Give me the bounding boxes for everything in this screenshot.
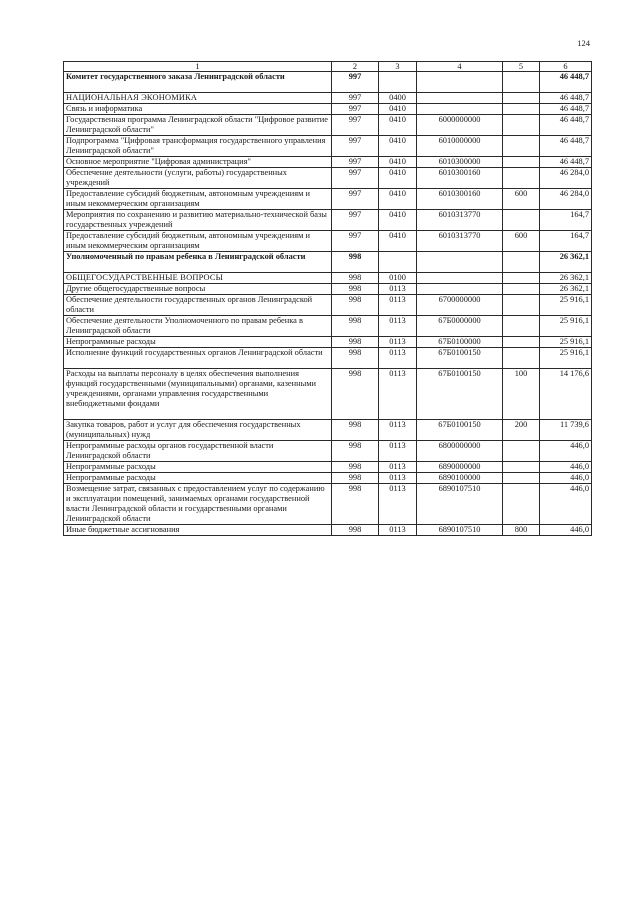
table-row xyxy=(64,473,592,484)
row-target-article-cell: 6010300160 xyxy=(417,168,503,189)
row-section-cell: 0113 xyxy=(379,316,417,337)
row-expense-type-cell: 600 xyxy=(503,231,540,252)
table-row xyxy=(64,210,592,231)
row-target-article-cell xyxy=(417,252,503,273)
row-section-cell: 0113 xyxy=(379,484,417,525)
header-cell-2: 2 xyxy=(332,62,379,72)
row-sum-cell: 446,0 xyxy=(540,473,592,484)
row-sum-cell: 46 448,7 xyxy=(540,115,592,136)
row-name-cell: Непрограммные расходы xyxy=(64,462,332,473)
row-target-article-cell: 6010300160 xyxy=(417,189,503,210)
row-expense-type-cell xyxy=(503,273,540,284)
row-target-article-cell: 6890107510 xyxy=(417,484,503,525)
row-ved-cell: 998 xyxy=(332,473,379,484)
row-name-cell: Другие общегосударственные вопросы xyxy=(64,284,332,295)
row-sum-cell: 164,7 xyxy=(540,210,592,231)
table-row xyxy=(64,525,592,536)
row-target-article-cell: 6010300000 xyxy=(417,157,503,168)
row-sum-cell: 446,0 xyxy=(540,441,592,462)
table-row xyxy=(64,484,592,525)
row-name-cell: Предоставление субсидий бюджетным, автономным учреждениям и иным некоммерческим организациям xyxy=(64,231,332,252)
row-ved-cell: 998 xyxy=(332,420,379,441)
table-row xyxy=(64,72,592,93)
row-section-cell: 0113 xyxy=(379,284,417,295)
row-target-article-cell: 6010313770 xyxy=(417,210,503,231)
row-name-cell: Обеспечение деятельности (услуги, работы) государственных учреждений xyxy=(64,168,332,189)
table-body xyxy=(64,72,592,536)
row-sum-cell: 446,0 xyxy=(540,462,592,473)
row-sum-cell: 26 362,1 xyxy=(540,252,592,273)
row-ved-cell: 997 xyxy=(332,210,379,231)
table-row xyxy=(64,189,592,210)
row-name-cell: Мероприятия по сохранению и развитию материально-технической базы государственных учреждений xyxy=(64,210,332,231)
row-sum-cell: 46 448,7 xyxy=(540,157,592,168)
row-target-article-cell: 6000000000 xyxy=(417,115,503,136)
row-section-cell: 0410 xyxy=(379,115,417,136)
row-expense-type-cell xyxy=(503,210,540,231)
row-expense-type-cell: 800 xyxy=(503,525,540,536)
row-name-cell: Расходы на выплаты персоналу в целях обеспечения выполнения функций государственными (муниципальными) органами, казенными учреждениями, органами управления государственными внебюджетными фондами xyxy=(64,369,332,420)
row-section-cell: 0113 xyxy=(379,441,417,462)
row-expense-type-cell xyxy=(503,295,540,316)
row-name-cell: Государственная программа Ленинградской области "Цифровое развитие Ленинградской области" xyxy=(64,115,332,136)
row-section-cell xyxy=(379,252,417,273)
table-row xyxy=(64,168,592,189)
row-sum-cell: 46 448,7 xyxy=(540,93,592,104)
row-ved-cell: 997 xyxy=(332,189,379,210)
row-sum-cell: 46 284,0 xyxy=(540,168,592,189)
page-number: 124 xyxy=(577,38,590,48)
row-sum-cell: 46 448,7 xyxy=(540,104,592,115)
row-sum-cell: 446,0 xyxy=(540,484,592,525)
budget-table xyxy=(63,61,592,536)
row-section-cell: 0113 xyxy=(379,473,417,484)
table-row xyxy=(64,93,592,104)
table-row xyxy=(64,157,592,168)
row-expense-type-cell xyxy=(503,115,540,136)
row-ved-cell: 997 xyxy=(332,157,379,168)
row-target-article-cell: 6700000000 xyxy=(417,295,503,316)
row-section-cell: 0113 xyxy=(379,295,417,316)
row-expense-type-cell: 600 xyxy=(503,189,540,210)
header-row xyxy=(64,62,592,72)
header-cell-1: 1 xyxy=(64,62,332,72)
table-row xyxy=(64,441,592,462)
row-expense-type-cell xyxy=(503,168,540,189)
header-cell-6: 6 xyxy=(540,62,592,72)
row-ved-cell: 998 xyxy=(332,316,379,337)
row-expense-type-cell xyxy=(503,473,540,484)
row-expense-type-cell xyxy=(503,348,540,369)
row-ved-cell: 998 xyxy=(332,348,379,369)
row-section-cell: 0400 xyxy=(379,93,417,104)
row-name-cell: Предоставление субсидий бюджетным, автономным учреждениям и иным некоммерческим организациям xyxy=(64,189,332,210)
row-section-cell: 0113 xyxy=(379,420,417,441)
row-expense-type-cell: 200 xyxy=(503,420,540,441)
row-sum-cell: 46 284,0 xyxy=(540,189,592,210)
row-sum-cell: 26 362,1 xyxy=(540,284,592,295)
table-row xyxy=(64,136,592,157)
row-target-article-cell: 6890107510 xyxy=(417,525,503,536)
table-row xyxy=(64,295,592,316)
row-ved-cell: 998 xyxy=(332,462,379,473)
row-ved-cell: 998 xyxy=(332,273,379,284)
row-sum-cell: 46 448,7 xyxy=(540,136,592,157)
row-expense-type-cell xyxy=(503,157,540,168)
row-name-cell: Обеспечение деятельности Уполномоченного по правам ребенка в Ленинградской области xyxy=(64,316,332,337)
row-target-article-cell xyxy=(417,72,503,93)
row-section-cell: 0113 xyxy=(379,462,417,473)
row-target-article-cell: 6800000000 xyxy=(417,441,503,462)
row-name-cell: Возмещение затрат, связанных с предоставлением услуг по содержанию и эксплуатации помещений, занимаемых органами государственной власти Ленинградской области и государственными органами Ленинградской области xyxy=(64,484,332,525)
table-row xyxy=(64,115,592,136)
row-target-article-cell: 67Б0100000 xyxy=(417,337,503,348)
row-section-cell: 0113 xyxy=(379,369,417,420)
table-row xyxy=(64,231,592,252)
row-expense-type-cell xyxy=(503,316,540,337)
row-sum-cell: 164,7 xyxy=(540,231,592,252)
row-expense-type-cell xyxy=(503,93,540,104)
row-ved-cell: 997 xyxy=(332,93,379,104)
row-ved-cell: 997 xyxy=(332,168,379,189)
table-row xyxy=(64,316,592,337)
row-section-cell: 0113 xyxy=(379,348,417,369)
row-target-article-cell: 67Б0100150 xyxy=(417,369,503,420)
row-sum-cell: 25 916,1 xyxy=(540,316,592,337)
row-expense-type-cell xyxy=(503,72,540,93)
row-target-article-cell xyxy=(417,93,503,104)
row-section-cell: 0410 xyxy=(379,168,417,189)
row-target-article-cell: 67Б0000000 xyxy=(417,316,503,337)
row-section-cell: 0410 xyxy=(379,231,417,252)
row-expense-type-cell xyxy=(503,484,540,525)
table-row xyxy=(64,420,592,441)
row-section-cell: 0410 xyxy=(379,189,417,210)
row-section-cell: 0100 xyxy=(379,273,417,284)
row-sum-cell: 26 362,1 xyxy=(540,273,592,284)
row-name-cell: Основное мероприятие "Цифровая администрация" xyxy=(64,157,332,168)
table-row xyxy=(64,284,592,295)
row-ved-cell: 997 xyxy=(332,104,379,115)
table-row xyxy=(64,369,592,420)
row-target-article-cell: 67Б0100150 xyxy=(417,348,503,369)
row-name-cell: Связь и информатика xyxy=(64,104,332,115)
row-ved-cell: 998 xyxy=(332,525,379,536)
header-cell-3: 3 xyxy=(379,62,417,72)
row-name-cell: Подпрограмма "Цифровая трансформация государственного управления Ленинградской области" xyxy=(64,136,332,157)
row-name-cell: Непрограммные расходы xyxy=(64,473,332,484)
row-ved-cell: 998 xyxy=(332,252,379,273)
row-expense-type-cell xyxy=(503,104,540,115)
row-name-cell: Закупка товаров, работ и услуг для обеспечения государственных (муниципальных) нужд xyxy=(64,420,332,441)
row-name-cell: Уполномоченный по правам ребенка в Ленинградской области xyxy=(64,252,332,273)
row-ved-cell: 997 xyxy=(332,72,379,93)
row-target-article-cell: 6010313770 xyxy=(417,231,503,252)
table-header xyxy=(64,62,592,72)
row-target-article-cell xyxy=(417,284,503,295)
row-section-cell xyxy=(379,72,417,93)
row-name-cell: Комитет государственного заказа Ленинградской области xyxy=(64,72,332,93)
row-sum-cell: 11 739,6 xyxy=(540,420,592,441)
table-row xyxy=(64,348,592,369)
row-ved-cell: 998 xyxy=(332,369,379,420)
row-sum-cell: 25 916,1 xyxy=(540,348,592,369)
row-target-article-cell: 6890000000 xyxy=(417,462,503,473)
row-sum-cell: 14 176,6 xyxy=(540,369,592,420)
row-sum-cell: 446,0 xyxy=(540,525,592,536)
row-name-cell: НАЦИОНАЛЬНАЯ ЭКОНОМИКА xyxy=(64,93,332,104)
table-row xyxy=(64,462,592,473)
row-section-cell: 0113 xyxy=(379,525,417,536)
row-ved-cell: 998 xyxy=(332,441,379,462)
row-ved-cell: 997 xyxy=(332,136,379,157)
header-cell-5: 5 xyxy=(503,62,540,72)
row-ved-cell: 997 xyxy=(332,115,379,136)
row-expense-type-cell xyxy=(503,284,540,295)
row-name-cell: Иные бюджетные ассигнования xyxy=(64,525,332,536)
row-name-cell: Обеспечение деятельности государственных органов Ленинградской области xyxy=(64,295,332,316)
row-target-article-cell xyxy=(417,104,503,115)
row-name-cell: Непрограммные расходы xyxy=(64,337,332,348)
row-name-cell: ОБЩЕГОСУДАРСТВЕННЫЕ ВОПРОСЫ xyxy=(64,273,332,284)
row-sum-cell: 25 916,1 xyxy=(540,295,592,316)
row-sum-cell: 46 448,7 xyxy=(540,72,592,93)
row-name-cell: Исполнение функций государственных органов Ленинградской области xyxy=(64,348,332,369)
table-row xyxy=(64,252,592,273)
row-ved-cell: 998 xyxy=(332,295,379,316)
row-name-cell: Непрограммные расходы органов государственной власти Ленинградской области xyxy=(64,441,332,462)
row-expense-type-cell xyxy=(503,252,540,273)
row-section-cell: 0410 xyxy=(379,136,417,157)
row-section-cell: 0410 xyxy=(379,157,417,168)
row-ved-cell: 998 xyxy=(332,484,379,525)
row-ved-cell: 998 xyxy=(332,337,379,348)
row-section-cell: 0410 xyxy=(379,210,417,231)
table-row xyxy=(64,337,592,348)
row-target-article-cell: 67Б0100150 xyxy=(417,420,503,441)
row-target-article-cell xyxy=(417,273,503,284)
header-cell-4: 4 xyxy=(417,62,503,72)
row-section-cell: 0113 xyxy=(379,337,417,348)
row-expense-type-cell: 100 xyxy=(503,369,540,420)
row-ved-cell: 998 xyxy=(332,284,379,295)
row-expense-type-cell xyxy=(503,337,540,348)
row-expense-type-cell xyxy=(503,462,540,473)
row-section-cell: 0410 xyxy=(379,104,417,115)
row-sum-cell: 25 916,1 xyxy=(540,337,592,348)
row-ved-cell: 997 xyxy=(332,231,379,252)
table-row xyxy=(64,273,592,284)
row-target-article-cell: 6010000000 xyxy=(417,136,503,157)
row-expense-type-cell xyxy=(503,441,540,462)
table-row xyxy=(64,104,592,115)
row-expense-type-cell xyxy=(503,136,540,157)
row-target-article-cell: 6890100000 xyxy=(417,473,503,484)
